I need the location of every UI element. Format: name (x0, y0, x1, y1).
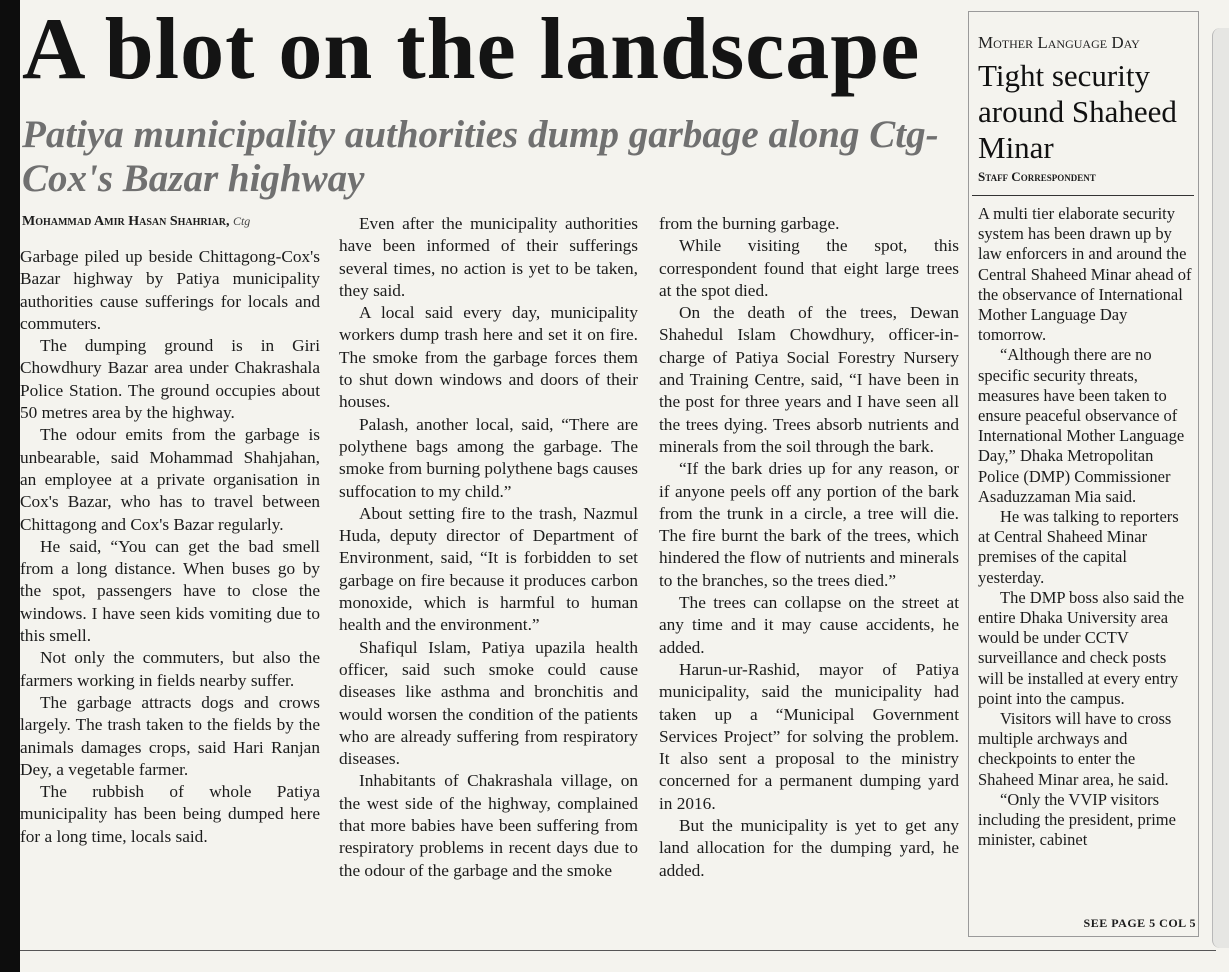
paragraph: About setting fire to the trash, Nazmul Huda, deputy director of Department of Environment, said, “It is forbidden to set garbage on fire because it produces carbon monoxide, which is harmful to human health and the environment.” (339, 503, 638, 635)
sidebar-kicker: Mother Language Day (978, 33, 1140, 52)
paragraph: The rubbish of whole Patiya municipality has been being dumped here for a long time, locals said. (20, 782, 320, 846)
paragraph: “Only the VVIP visitors including the president, prime minister, cabinet (978, 789, 1176, 850)
headline: A blot on the landscape (22, 1, 921, 98)
paragraph: Shafiqul Islam, Patiya upazila health officer, said such smoke could cause diseases like asthma and bronchitis and would worsen the condition of the patients who are already suffering from respiratory diseases. (339, 637, 638, 769)
paragraph: Garbage piled up beside Chittagong-Cox's Bazar highway by Patiya municipality authorities cause sufferings for locals and commuters. (20, 247, 320, 333)
sidebar-divider (972, 195, 1194, 196)
paragraph: from the burning garbage. (659, 214, 840, 233)
paragraph: Not only the commuters, but also the farmers working in fields nearby suffer. (20, 648, 320, 690)
paragraph: On the death of the trees, Dewan Shahedul Islam Chowdhury, officer-in-charge of Patiya Social Forestry Nursery and Training Centre, said, “I have been in the post for three years and I have seen all the trees dying. Trees absorb nutrients and minerals from the soil through the bark. (659, 303, 959, 456)
paragraph: But the municipality is yet to get any land allocation for the dumping yard, he added. (659, 816, 959, 880)
paragraph: The DMP boss also said the entire Dhaka University area would be under CCTV surveillance and check posts will be installed at every entry point into the campus. (978, 587, 1185, 708)
subheadline: Patiya municipality authorities dump garbage along Ctg-Cox's Bazar highway (22, 113, 939, 200)
paragraph: Harun-ur-Rashid, mayor of Patiya municipality, said the municipality had taken up a “Municipal Government Services Project” for solving the problem. It also sent a proposal to the ministry concerned for a permanent dumping yard in 2016. (659, 659, 959, 813)
paragraph: He said, “You can get the bad smell from a long distance. When buses go by the spot, passengers have to close the windows. I have seen kids vomiting due to this smell. (20, 536, 320, 646)
paragraph: “If the bark dries up for any reason, or if anyone peels off any portion of the bark from the trunk in a circle, a tree will die. The fire burnt the bark of the trees, which hindered the flow of nutrients and minerals to the branches, so the trees died.” (659, 459, 959, 590)
story-column-3 (659, 213, 959, 882)
paragraph: A local said every day, municipality workers dump trash here and set it on fire. The smoke from the garbage forces them to shut down windows and doors of their houses. (339, 303, 638, 412)
paragraph: Visitors will have to cross multiple archways and checkpoints to enter the Shaheed Minar area, he said. (978, 709, 1172, 789)
paragraph: While visiting the spot, this correspondent found that eight large trees at the spot died. (659, 236, 959, 300)
bottom-divider (20, 950, 1216, 951)
paragraph: The garbage attracts dogs and crows largely. The trash taken to the fields by the animals damages crops, said Hari Ranjan Dey, a vegetable farmer. (20, 692, 320, 779)
paragraph: Inhabitants of Chakrashala village, on the west side of the highway, complained that more babies have been suffering from respiratory problems in recent days due to the odour of the garbage and the smoke (339, 771, 638, 880)
byline-location: Ctg (232, 214, 251, 228)
paragraph: Even after the municipality authorities have been informed of their sufferings several times, no action is yet to be taken, they said. (339, 214, 638, 300)
sidebar-title: Tight security around Shaheed Minar (978, 58, 1177, 165)
continued-jump-link[interactable]: SEE PAGE 5 COL 5 (1083, 916, 1196, 930)
page-edge-bar (0, 0, 20, 972)
byline-name: Mohammad Amir Hasan Shahriar, (22, 214, 230, 229)
paragraph: A multi tier elaborate security system has been drawn up by law enforcers in and around the Central Shaheed Minar ahead of the observance of International Mother Language Day tomorrow. (978, 204, 1192, 345)
story-column-1 (20, 246, 320, 848)
paragraph: “Although there are no specific security threats, measures have been taken to ensure peaceful observance of International Mother Language Day,” Dhaka Metropolitan Police (DMP) Commissioner Asaduzzaman Mia said. (978, 345, 1185, 506)
story-column-2 (339, 213, 638, 882)
sidebar-story (978, 204, 1192, 851)
paragraph: The dumping ground is in Giri Chowdhury Bazar area under Chakrashala Police Station. The ground occupies about 50 metres area by the highway. (20, 336, 320, 423)
paragraph: Palash, another local, said, “There are polythene bags among the garbage. The smoke from burning polythene bags causes suffocation to my child.” (339, 414, 638, 501)
sidebar-byline: Staff Correspondent (978, 169, 1096, 184)
paragraph: The trees can collapse on the street at any time and it may cause accidents, he added. (659, 593, 959, 657)
paragraph: He was talking to reporters at Central Shaheed Minar premises of the capital yesterday. (978, 507, 1179, 587)
paragraph: The odour emits from the garbage is unbearable, said Mohammad Shahjahan, an employee at a private organisation in Cox's Bazar, who has to travel between Chittagong and Cox's Bazar regularly. (20, 425, 320, 534)
page-curl-edge (1212, 28, 1229, 948)
byline (22, 214, 322, 230)
